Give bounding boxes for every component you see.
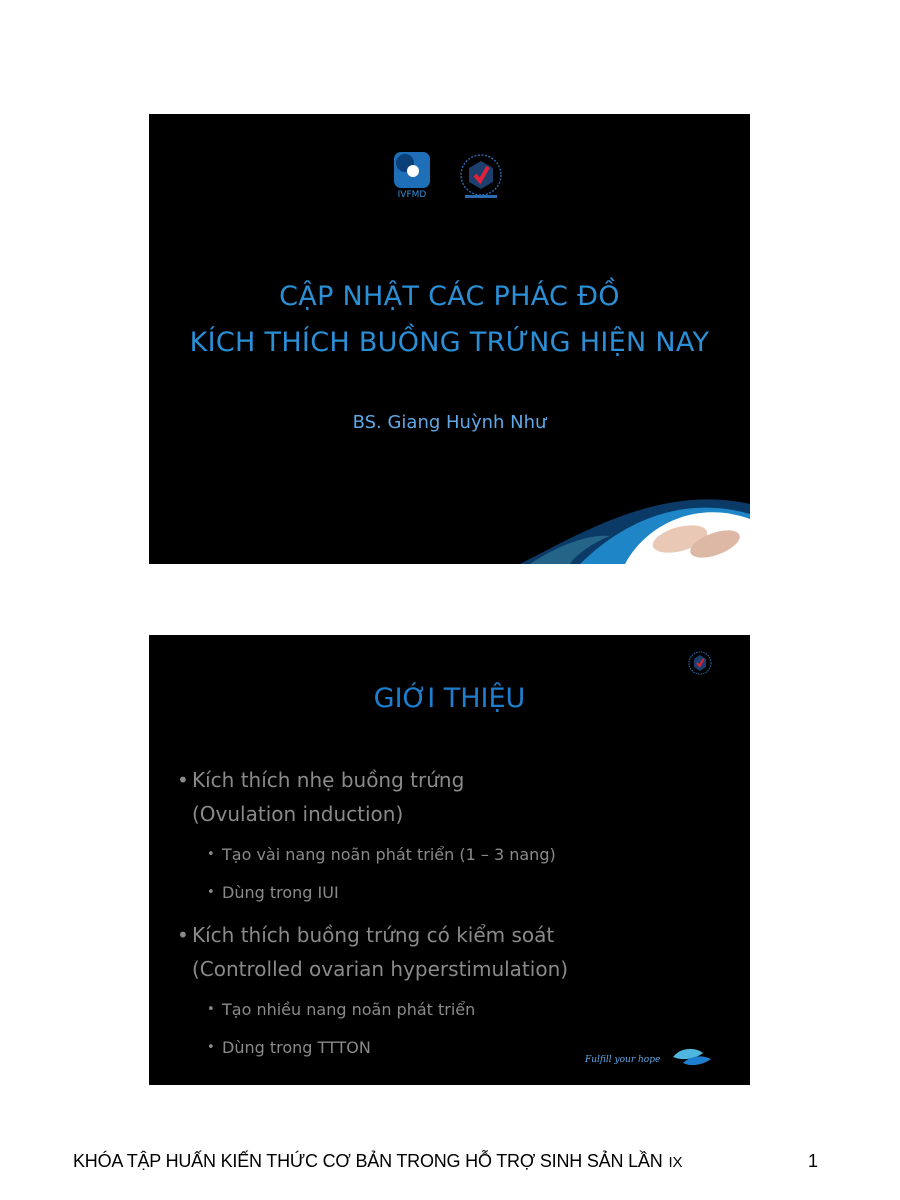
svg-text:IVFMD: IVFMD xyxy=(397,190,427,199)
footer-session-number: IX xyxy=(668,1154,683,1171)
sub-bullet-text: Tạo vài nang noãn phát triển (1 – 3 nang) xyxy=(222,845,556,864)
ivfmd-logo xyxy=(393,151,431,199)
sub-bullet-item xyxy=(177,991,568,1029)
accreditation-seal-logo xyxy=(455,153,507,201)
bullet-item xyxy=(177,763,568,831)
sub-bullet-item xyxy=(177,874,568,912)
presentation-title xyxy=(149,274,750,366)
title-line-2: KÍCH THÍCH BUỒNG TRỨNG HIỆN NAY xyxy=(189,327,710,358)
logo-row xyxy=(149,151,750,203)
sub-bullet-text: Dùng trong TTTON xyxy=(222,1038,371,1057)
footer-text xyxy=(73,1151,682,1172)
bullet-list xyxy=(177,763,568,1067)
bullet-line: (Ovulation induction) xyxy=(192,802,404,826)
intro-slide xyxy=(149,635,750,1085)
bullet-dot-icon: • xyxy=(207,1002,215,1017)
leaf-logo-icon xyxy=(671,1045,713,1067)
footer-course-name: KHÓA TẬP HUẤN KIẾN THỨC CƠ BẢN TRONG HỖ TRỢ SINH SẢN LẦN xyxy=(73,1151,663,1171)
bullet-dot-icon: • xyxy=(207,1040,215,1055)
bullet-dot-icon: • xyxy=(207,847,215,862)
bullet-item xyxy=(177,918,568,986)
title-slide xyxy=(149,114,750,564)
bullet-line: Kích thích buồng trứng có kiểm soát xyxy=(192,923,555,947)
sub-bullet-item xyxy=(177,836,568,874)
baby-feet-wave-graphic xyxy=(520,464,750,564)
bullet-dot-icon: • xyxy=(207,885,215,900)
author-name: BS. Giang Huỳnh Như xyxy=(352,412,547,433)
title-line-1: CẬP NHẬT CÁC PHÁC ĐỒ xyxy=(279,281,620,312)
tagline: Fulfill your hope xyxy=(585,1055,661,1065)
bullet-dot-icon: • xyxy=(177,923,189,947)
bullet-line: Kích thích nhẹ buồng trứng xyxy=(192,768,465,792)
bullet-line: (Controlled ovarian hyperstimulation) xyxy=(192,957,569,981)
accreditation-seal-icon xyxy=(687,650,713,676)
sub-bullet-text: Tạo nhiều nang noãn phát triển xyxy=(222,1000,476,1019)
page-number: 1 xyxy=(807,1151,818,1171)
sub-bullet-text: Dùng trong IUI xyxy=(222,883,339,902)
page-footer xyxy=(73,1151,828,1175)
slide-title: GIỚI THIỆU xyxy=(373,683,526,714)
bullet-dot-icon: • xyxy=(177,768,189,792)
sub-bullet-item xyxy=(177,1029,568,1067)
